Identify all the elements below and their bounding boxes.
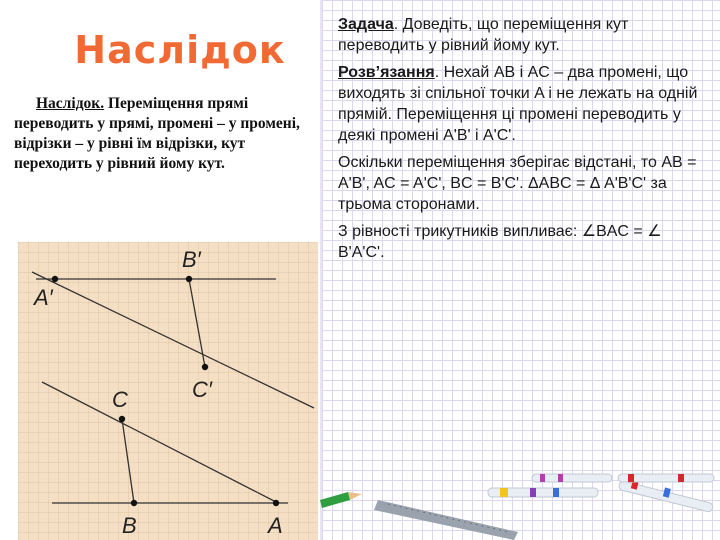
geometry-figure	[18, 242, 318, 540]
segment-c-b	[122, 419, 134, 503]
segment-b-prime-c-prime	[189, 279, 205, 367]
point-a-prime	[52, 276, 58, 282]
solution-paragraph	[338, 62, 706, 146]
pen-icon	[618, 480, 713, 513]
conclusion-paragraph: З рівності трикутників випливає: ∠BAC = ∠ B'A'C'.	[338, 223, 662, 261]
label-b: B	[122, 513, 137, 538]
solution-label: Розв’язання	[338, 64, 435, 81]
label-b-prime: B′	[182, 247, 201, 272]
line-c-a	[42, 382, 278, 503]
solution-text: . Нехай AB і AC – два промені, що виходять зі спільної точки A і не лежать на одній прямій. Переміщення ці промені переводить у деякі промені A'B' і A'C'.	[338, 64, 698, 144]
label-a-prime: A′	[34, 285, 53, 310]
point-a	[273, 500, 279, 506]
pen-icon	[488, 488, 598, 497]
ruler-icon	[374, 500, 518, 540]
label-c: C	[112, 387, 128, 412]
corollary-body: Переміщення прямі переводить у прямі, промені – у промені, відрізки – у рівні їм відрізки, кут переходить у рівний йому кут.	[14, 95, 300, 172]
point-c-prime	[202, 364, 208, 370]
label-a: A	[268, 513, 283, 538]
task-text: . Доведіть, що переміщення кут переводить у рівний йому кут.	[338, 16, 629, 54]
point-b	[131, 500, 137, 506]
pencil-icon	[320, 492, 362, 508]
label-c-prime: C′	[192, 377, 213, 402]
line-a-prime-c-prime	[32, 272, 314, 408]
pen-icon	[532, 474, 612, 482]
distance-paragraph: Оскільки переміщення зберігає відстані, то AB = A'B', AC = A'C', BC = B'C'. ΔABC = Δ A'B'C' за трьома сторонами.	[338, 154, 697, 213]
divider-line	[320, 0, 322, 540]
stationery-decoration	[318, 470, 720, 540]
corollary-lead: Наслідок.	[36, 95, 105, 112]
task-paragraph	[338, 14, 706, 56]
figure-svg	[18, 242, 318, 540]
pen-icon	[618, 474, 714, 482]
point-c	[119, 416, 125, 422]
corollary-text	[14, 94, 310, 174]
task-block	[338, 14, 706, 269]
point-b-prime	[186, 276, 192, 282]
task-label: Задача	[338, 16, 394, 33]
slide-title: Наслідок	[74, 28, 286, 72]
